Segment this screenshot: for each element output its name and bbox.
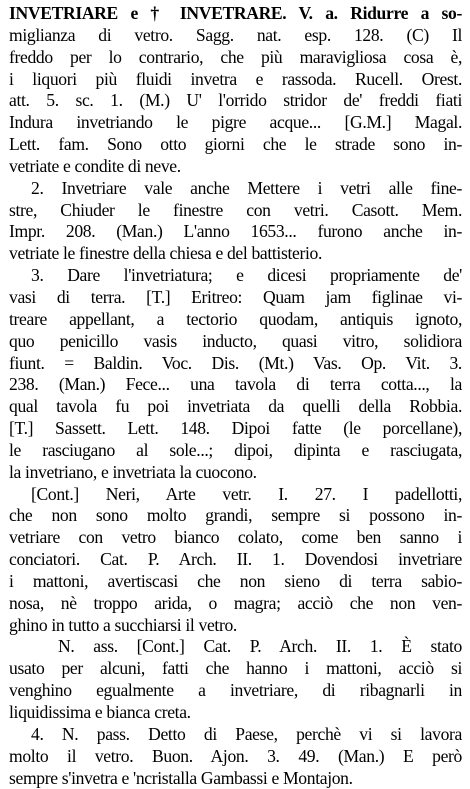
text-line: la invetriano, e invetriata la cuocono.	[9, 461, 257, 482]
text-line: Indura invetriando le pigre acque... [G.M.] Magal.	[9, 112, 462, 133]
sense-3-line: 3. Dare l'invetriatura; e dicesi propriamente de'	[31, 265, 462, 286]
n-ass-line: N. ass. [Cont.] Cat. P. Arch. II. 1. È stato	[58, 636, 462, 657]
text-line: [T.] Sassett. Lett. 148. Dipoi fatte (le porcellane),	[9, 418, 462, 439]
entry-invetriare	[9, 3, 462, 789]
text-line: i liquori più fluidi invetra e rassoda. Rucell. Orest.	[9, 68, 462, 89]
text-line: vetriare con vetro bianco colato, come ben sanno i	[9, 527, 462, 548]
sense-2-line: 2. Invetriare vale anche Mettere i vetri alle fine-	[31, 177, 462, 198]
text-line: nosa, nè troppo arida, o magra; acciò che non ven-	[9, 592, 462, 613]
text-line: 238. (Man.) Fece... una tavola di terra cotta..., la	[9, 374, 462, 395]
text-line: le rasciugano al sole...; dipoi, dipinta e rasciugata,	[9, 439, 462, 460]
text-line: fiunt. = Baldin. Voc. Dis. (Mt.) Vas. Op. Vit. 3.	[9, 352, 462, 373]
text-line: venghino egualmente a invetriare, di ribagnarli in	[9, 680, 462, 701]
text-line: att. 5. sc. 1. (M.) U' l'orrido stridor de' freddi fiati	[9, 90, 462, 111]
text-line: vetriate le finestre della chiesa e del battisterio.	[9, 243, 322, 264]
text-line: i mattoni, avertiscasi che non sieno di terra sabio-	[9, 570, 462, 591]
text-line: qual tavola fu poi invetriata da quelli della Robbia.	[9, 396, 462, 417]
sense-4-line: 4. N. pass. Detto di Paese, perchè vi si lavora	[31, 723, 462, 744]
text-line: INVETRIARE e † INVETRARE. V. a. Ridurre a so-	[9, 3, 462, 23]
text-line: treare appellant, a tectorio quodam, antiquis ignoto,	[9, 308, 462, 329]
text-line: molto il vetro. Buon. Ajon. 3. 49. (Man.) E però	[9, 745, 462, 766]
text-line: liquidissima e bianca creta.	[9, 702, 191, 722]
text-line: che non sono molto grandi, sempre si possono in-	[9, 505, 462, 526]
text-line: miglianza di vetro. Sagg. nat. esp. 128. (C) Il	[9, 24, 462, 45]
text-line: Lett. fam. Sono otto giorni che le strade sono in-	[9, 134, 462, 155]
text-line: usato per alcuni, fatti che hanno i mattoni, acciò si	[9, 658, 462, 679]
text-line: ghino in tutto a succhiarsi il vetro.	[9, 614, 237, 635]
text-line: vetriate e condite di neve.	[9, 155, 181, 176]
text-line: Impr. 208. (Man.) L'anno 1653... furono anche in-	[9, 221, 462, 242]
text-line: stre, Chiuder le finestre con vetri. Casott. Mem.	[9, 199, 462, 220]
text-line: sempre s'invetra e 'ncristalla Gambassi e Montajon.	[9, 767, 353, 788]
text-line: quo penicillo vasis inducto, quasi vitro, solidiora	[9, 330, 462, 351]
text-line: conciatori. Cat. P. Arch. II. 1. Dovendosi invetriare	[9, 549, 462, 570]
text-line: vasi di terra. [T.] Eritreo: Quam jam figlinae vi-	[9, 286, 462, 307]
cont-line: [Cont.] Neri, Arte vetr. I. 27. I padellotti,	[31, 483, 462, 504]
text-line: freddo per lo contrario, che più maravigliosa cosa è,	[9, 46, 462, 67]
